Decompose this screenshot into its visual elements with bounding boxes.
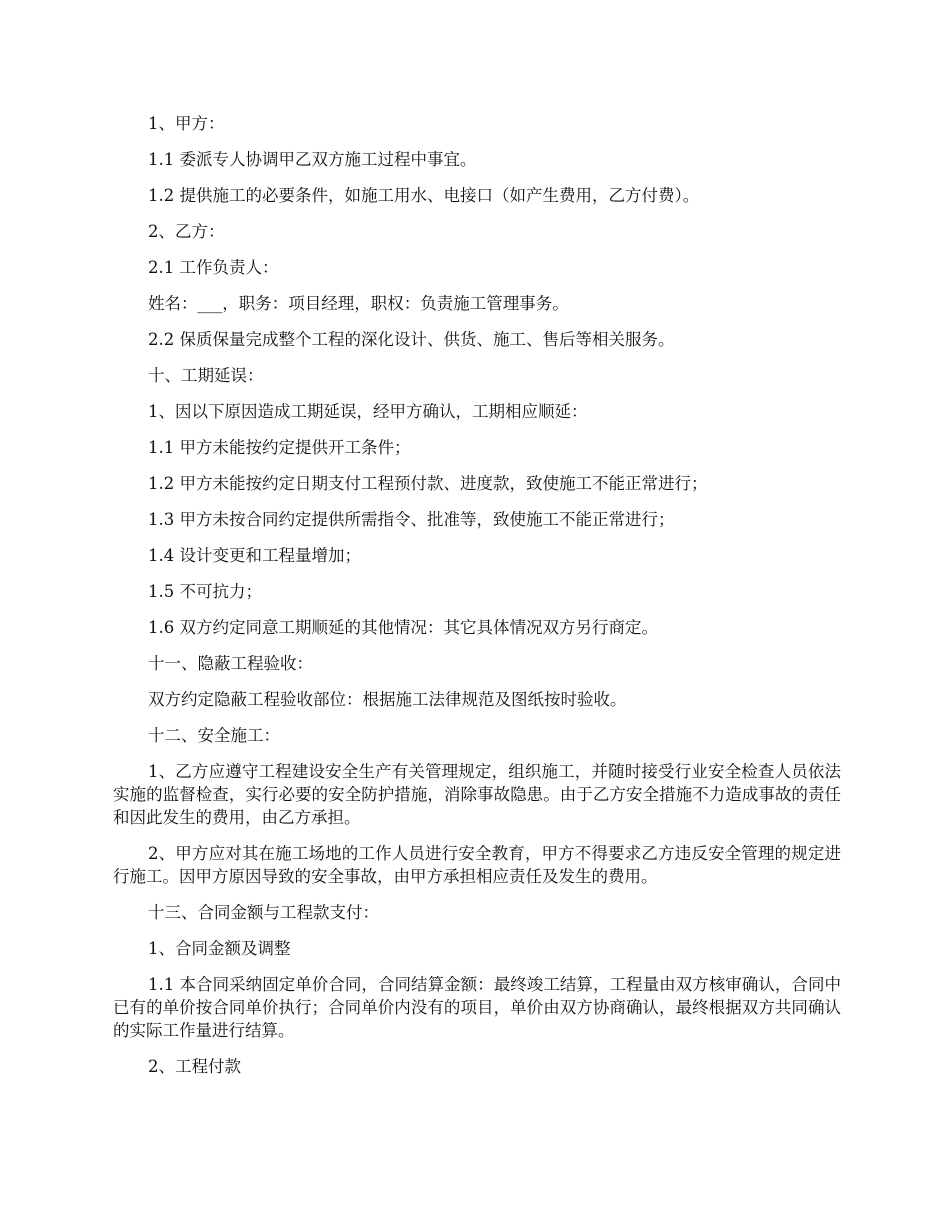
section-heading: 十、工期延误： [148, 366, 264, 385]
paragraph: 1.4 设计变更和工程量增加； [148, 546, 361, 565]
paragraph: 2、甲方应对其在施工场地的工作人员进行安全教育，甲方不得要求乙方违反安全管理的规定进行施工。因甲方原因导致的安全事故，由甲方承担相应责任及发生的费用。 [113, 844, 841, 886]
paragraph: 1.2 提供施工的必要条件，如施工用水、电接口（如产生费用，乙方付费）。 [148, 186, 700, 205]
paragraph: 1、因以下原因造成工期延误，经甲方确认，工期相应顺延： [148, 402, 588, 421]
section-heading: 十一、隐蔽工程验收： [148, 654, 313, 673]
paragraph: 1.6 双方约定同意工期顺延的其他情况：其它具体情况双方另行商定。 [148, 618, 658, 637]
paragraph: 1.1 委派专人协调甲乙双方施工过程中事宜。 [148, 150, 477, 169]
paragraph: 1.1 本合同采纳固定单价合同，合同结算金额：最终竣工结算，工程量由双方核审确认，合同中已有的单价按合同单价执行；合同单价内没有的项目，单价由双方协商确认，最终根据双方共同确认的实际工作量进行结算。 [113, 975, 841, 1040]
paragraph: 2、工程付款 [148, 1057, 241, 1076]
section-heading: 十三、合同金额与工程款支付： [148, 903, 379, 922]
paragraph: 1、合同金额及调整 [148, 939, 291, 958]
section-heading: 十二、安全施工： [148, 726, 280, 745]
paragraph: 2、乙方： [148, 222, 225, 241]
paragraph: 1.3 甲方未按合同约定提供所需指令、批准等，致使施工不能正常进行； [148, 510, 675, 529]
paragraph: 1.2 甲方未能按约定日期支付工程预付款、进度款，致使施工不能正常进行； [148, 474, 708, 493]
paragraph: 1.1 甲方未能按约定提供开工条件； [148, 438, 411, 457]
paragraph: 姓名：___，职务：项目经理，职权：负责施工管理事务。 [148, 294, 569, 313]
document-body [113, 112, 841, 1078]
paragraph: 1、甲方： [148, 114, 225, 133]
paragraph: 双方约定隐蔽工程验收部位：根据施工法律规范及图纸按时验收。 [148, 690, 627, 709]
paragraph: 2.2 保质保量完成整个工程的深化设计、供货、施工、售后等相关服务。 [148, 330, 675, 349]
paragraph: 1.5 不可抗力； [148, 582, 262, 601]
paragraph: 1、乙方应遵守工程建设安全生产有关管理规定，组织施工，并随时接受行业安全检查人员依法实施的监督检查，实行必要的安全防护措施，消除事故隐患。由于乙方安全措施不力造成事故的责任和因此发生的费用，由乙方承担。 [113, 762, 841, 827]
paragraph: 2.1 工作负责人： [148, 258, 279, 277]
